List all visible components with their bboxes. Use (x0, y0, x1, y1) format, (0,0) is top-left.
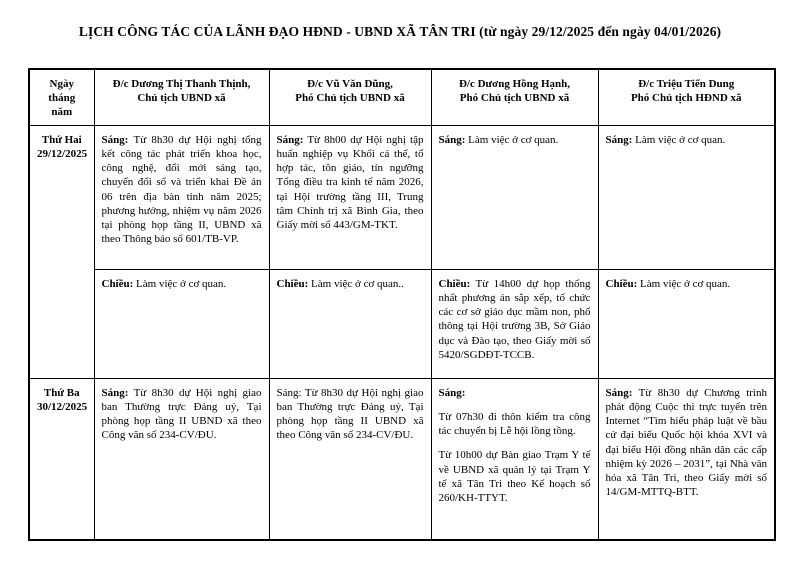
schedule-text: Từ 8h30 dự Chương trình phát động Cuộc thi trực tuyến trên Internet “Tìm hiểu pháp luật về bầu cử đại biểu Quốc hội khóa XVI và đại biểu Hội đồng nhân dân các cấp nhiệm kỳ 2026 – 2031”, tại Nhà văn hóa xã Tân Tri, theo Giấy mời số 14/GM-MTTQ-BTT. (605, 387, 767, 498)
header-line: Đ/c Dương Hồng Hạnh, (458, 78, 571, 90)
monday-morning-thinh (94, 126, 269, 270)
header-line: Đ/c Vũ Văn Dũng, (307, 78, 393, 90)
header-line: Phó Chủ tịch HĐND xã (630, 92, 742, 105)
schedule-text: Từ 8h30 dự Hội nghị giao ban Thường trực Đảng uỷ, Tại phòng họp tầng II UBND xã theo Công văn số 234-CV/ĐU. (101, 387, 262, 442)
tuesday-row (29, 379, 775, 541)
header-vice-chairman-hanh (431, 69, 598, 126)
tuesday-morning-hanh (431, 379, 598, 541)
monday-afternoon-hanh (431, 270, 598, 379)
header-line: Phó Chủ tịch UBND xã (459, 92, 570, 105)
period-label: Chiều: (101, 278, 134, 291)
header-vice-chairman-vu-dung (269, 69, 431, 126)
schedule-text: Từ 8h30 dự Hội nghị giao ban Thường trực Đảng uỷ, Tại phòng họp tầng II UBND xã theo Công văn số 234-CV/ĐU. (276, 387, 424, 442)
tuesday-morning-thinh (94, 379, 269, 541)
date-cell-monday (29, 126, 94, 379)
period-label: Sáng: (276, 387, 302, 400)
monday-morning-vu-dung (269, 126, 431, 270)
schedule-text: Từ 14h00 dự họp thống nhất phương án sắp xếp, tổ chức các cơ sở giáo dục mầm non, phổ thông tại Hội trường 3B, Sở Giáo dục và Đào tạo, theo Giấy mời số 5420/SGDĐT-TCCB. (438, 278, 591, 361)
period-label: Sáng: (605, 387, 633, 400)
period-label: Sáng: (101, 387, 129, 400)
schedule-text: Từ 8h00 dự Hội nghị tập huấn nghiệp vụ Khối cá thể, tổ hợp tác, tôn giáo, tín ngưỡng Tổng điều tra kinh tế năm 2026, tại Hội trường tầng III, Trung tâm Chính trị xã Bình Gia, theo Giấy mời số 443/GM-TKT. (276, 134, 424, 231)
period-label: Sáng: (438, 387, 466, 400)
date-label: 29/12/2025 (37, 148, 88, 161)
schedule-text: Làm việc ở cơ quan. (136, 278, 227, 291)
tuesday-morning-trieu-dung (598, 379, 775, 541)
header-date-column (29, 69, 94, 126)
schedule-text-item: Từ 07h30 đi thôn kiểm tra công tác chuyển bị Lễ hội lồng tồng. (438, 411, 591, 438)
schedule-text: Làm việc ở cơ quan.. (311, 278, 404, 291)
header-vice-chairman-trieu-dung (598, 69, 775, 126)
schedule-text: Làm việc ở cơ quan. (640, 278, 731, 291)
monday-morning-trieu-dung (598, 126, 775, 270)
day-label: Thứ Ba (43, 387, 80, 400)
page-title: LỊCH CÔNG TÁC CỦA LÃNH ĐẠO HĐND - UBND XÃ TÂN TRI (từ ngày 29/12/2025 đến ngày 04/01/2026) (78, 24, 722, 39)
period-label: Chiều: (605, 278, 638, 291)
period-label: Sáng: (605, 134, 633, 147)
schedule-table (28, 68, 776, 541)
header-line: năm (51, 106, 73, 119)
period-label: Sáng: (101, 134, 129, 147)
schedule-text: Từ 8h30 dự Hội nghị tổng kết công tác phát triển khoa học, công nghệ, đổi mới sáng tạo, chuyển đổi số và triển khai Đề án 06 trên địa bàn tỉnh năm 2025; phương hướng, nhiệm vụ năm 2026 tại phòng họp tầng II, UBND xã theo Thông báo số 601/TB-VP. (101, 134, 262, 245)
header-line: Đ/c Dương Thị Thanh Thịnh, (112, 78, 251, 90)
header-line: tháng (48, 92, 76, 105)
period-label: Chiều: (438, 278, 471, 291)
header-line: Phó Chủ tịch UBND xã (295, 92, 405, 105)
day-label: Thứ Hai (41, 134, 82, 147)
header-chairman-thinh (94, 69, 269, 126)
monday-afternoon-trieu-dung (598, 270, 775, 379)
monday-afternoon-row (29, 270, 775, 379)
schedule-text: Làm việc ở cơ quan. (635, 134, 726, 147)
header-row (29, 69, 775, 126)
period-label: Sáng: (276, 134, 304, 147)
period-label: Sáng: (438, 134, 466, 147)
header-line: Chủ tịch UBND xã (137, 92, 226, 105)
monday-morning-hanh (431, 126, 598, 270)
tuesday-morning-vu-dung (269, 379, 431, 541)
monday-morning-row (29, 126, 775, 270)
header-line: Đ/c Triệu Tiến Dung (638, 78, 735, 90)
schedule-text: Làm việc ở cơ quan. (468, 134, 559, 147)
date-cell-tuesday (29, 379, 94, 541)
monday-afternoon-thinh (94, 270, 269, 379)
header-line: Ngày (49, 78, 74, 90)
schedule-text-item: Từ 10h00 dự Bàn giao Trạm Y tế về UBND xã quản lý tại Trạm Y tế xã Tân Tri theo Kế hoạch số 260/KH-TTYT. (438, 449, 591, 504)
date-label: 30/12/2025 (37, 401, 88, 414)
monday-afternoon-vu-dung (269, 270, 431, 379)
period-label: Chiều: (276, 278, 309, 291)
